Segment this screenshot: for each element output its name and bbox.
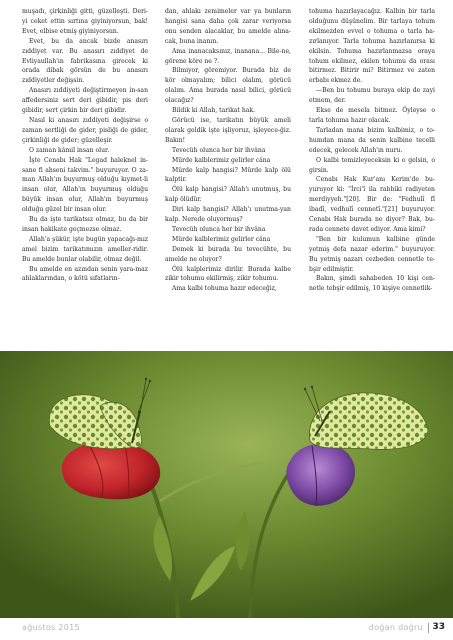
paragraph: O zaman kâmil insan olur. [29,146,110,154]
paragraph: dan, ahlakı zemimeler var ya bunların hangisi sana daha çok zarar veriyorsa onu senden alacaklar, bu amelde alına-cak, buna inanın. [165,8,291,45]
page-number: 33 [432,622,445,632]
paragraph: tohuma hazırlayacağız. Kalbin bir tarla olduğunu düşünelim. Bir tarlaya tohum ekilmezden evvel o tohuma o tarla ha-zırlanıyor. Tarla tohuma hazırlanırsa ki ekilsin. Tohuma hazırlanmazsa oraya tohum ekilmez, ekilen tohumu da orası bitirmez. Bitirir mi? Bitirmez ve zaten erbabı ekmez de. [309,8,435,85]
paragraph: Bu da işte tarikatsız olmaz, bu da bir insan hakikate geçmezse olmaz. [22,216,148,233]
paragraph: Tevecüh olunca her bir ihvâna [172,225,266,233]
paragraph: muşadı, çirkinliği gitti, güzelleşti. Deri-yi ceket ettin sırtına giyiniyorsun, bak! Evet, elbise etmiş giyiniyorsun. [22,8,148,35]
paragraph: —Ben bu tohumu buraya ekip de zayi etmem, der. [309,87,435,105]
paragraph: Bu amelde en azından senin yara-maz ahlaklarından, o kötü sıfatların- [22,265,148,283]
paragraph: Tevecüh olunca her bir ihvâna [172,146,266,154]
footer-divider [428,623,429,633]
paragraph: Allah'a şükür, işte bugün yapacağı-mız amel bizim tarikatımızın ameller-ridir. Bu amelde bunlar olabilir, olmaz değil. [22,235,148,263]
paragraph: Bilmiyor, göremiyor. Burada biz de kör olmayalım; bilici olalım, görücü olalım. Ama burada nasıl bilici, görücü olacağız? [165,67,291,105]
paragraph: Cenabı Hak Kur'anı Kerim'de bu-yuruyor ki: "İrci'î ila rabbiki radiyeten merdiyyeh."[20]. Bir de: "Fedhulî fî ibadî, vedhulî cennetî."[21] buyuruyor. Cenabı Hak burada ne diyor? Bak, bu-rada cennete davet ediyor. Ama kimi? [309,176,435,233]
paragraph: Ölü kalp hangisi? Allah'ı unutmuş, bu kalp ölüdür. [165,186,291,204]
paragraph: Mürde kalblerimiz gelirler câna [172,156,271,164]
text-column-2 [165,7,291,367]
paragraph: Nasıl ki anasırı zıddiyeti değişirse o zaman sertliği de gider, pisliği de gider, çirkinliği de gider; güzelleşir. [22,116,148,144]
paragraph: Görücü ise, tarikatın büyük ameli olarak geldik işte işliyoruz, işleyece-ğiz. Bakın! [165,116,291,144]
paragraph: O kalbi temizleyeceksin ki o gelsin, o girsin. [309,156,435,174]
paragraph: Diri kalp hangisi? Allah'ı unutma-yan kalp. Nerede oluyormuş? [165,206,291,224]
paragraph: Mürde kalp hangisi? Mürde kalp ölü kalptir. [165,166,291,184]
paragraph: Anasırı zıddiyeti değiştirmeyen in-san affedersiniz sert deri gibidir, pis deri gibidir, sert çirkin bir deri gibidir. [22,87,148,115]
butterflies-on-flowers-photo [0,351,453,618]
paragraph: Evet, bu da ancak bizde anasırı zıddiyet var. Bu anasırı zıddiyet de Evliyaullah'ın fabrikasına girecek ki orada dibak görsün de bu anasırı zıddiyetler değişsin. [22,37,148,85]
magazine-name: doğan doğru [368,623,423,632]
paragraph: Demek ki burada bu tevecühte, bu amelde ne oluyor? [165,245,291,263]
text-column-1 [22,7,148,367]
paragraph: İşte Cenabı Hak "Legad haleknel in-sane fi ahseni takvim." buyuruyor. O za-man Allah'ın buyurmuş olduğu kıymet-li insan olur, Allah'ın buyurmuş olduğu büyük insan olur, Allah'ın buyurmuş olduğu güzel bir insan olur. [22,156,148,214]
article-text [22,7,437,367]
paragraph: Ekse de mesela bitmez. Öyleyse o tarla tohuma hazır olacak. [309,107,435,124]
red-flower [62,442,160,499]
page-footer [0,618,453,640]
paragraph: Ama inanacaksınız, inanana... Bile-ne, görene köre ne ?. [165,47,291,65]
paragraph: Bakın, şimdi sahabeden 10 kişi cen-netle tebşir edilmiş, 10 kişiye cennetlik- [309,275,435,293]
paragraph: "Ben bir kulumun kalbine günde yetmiş defa nazar ederim." buyuruyor. Bu yetmiş nazarı cezbeden cennetle te-bşir edilmiştir. [309,235,435,273]
paragraph: Ama kalbi tohuma hazır edeceğiz, [172,285,277,293]
paragraph: Tarladan mana bizim kalbimiz, o to-humdan mana da senin kalbine tecelli edecek, gelecek Allah'ın nuru. [309,126,435,154]
text-column-3 [309,7,435,367]
paragraph: Ölü kalplerimiz dirilir. Burada kalbe zikir tohumu ekilirmiş, zikir tohumu. [165,265,291,283]
issue-date: ağustos 2015 [22,623,80,632]
paragraph: Bildik ki Allah, tarikat hak. [172,107,256,115]
paragraph: Mürde kalblerimiz gelirler câna [172,235,271,243]
